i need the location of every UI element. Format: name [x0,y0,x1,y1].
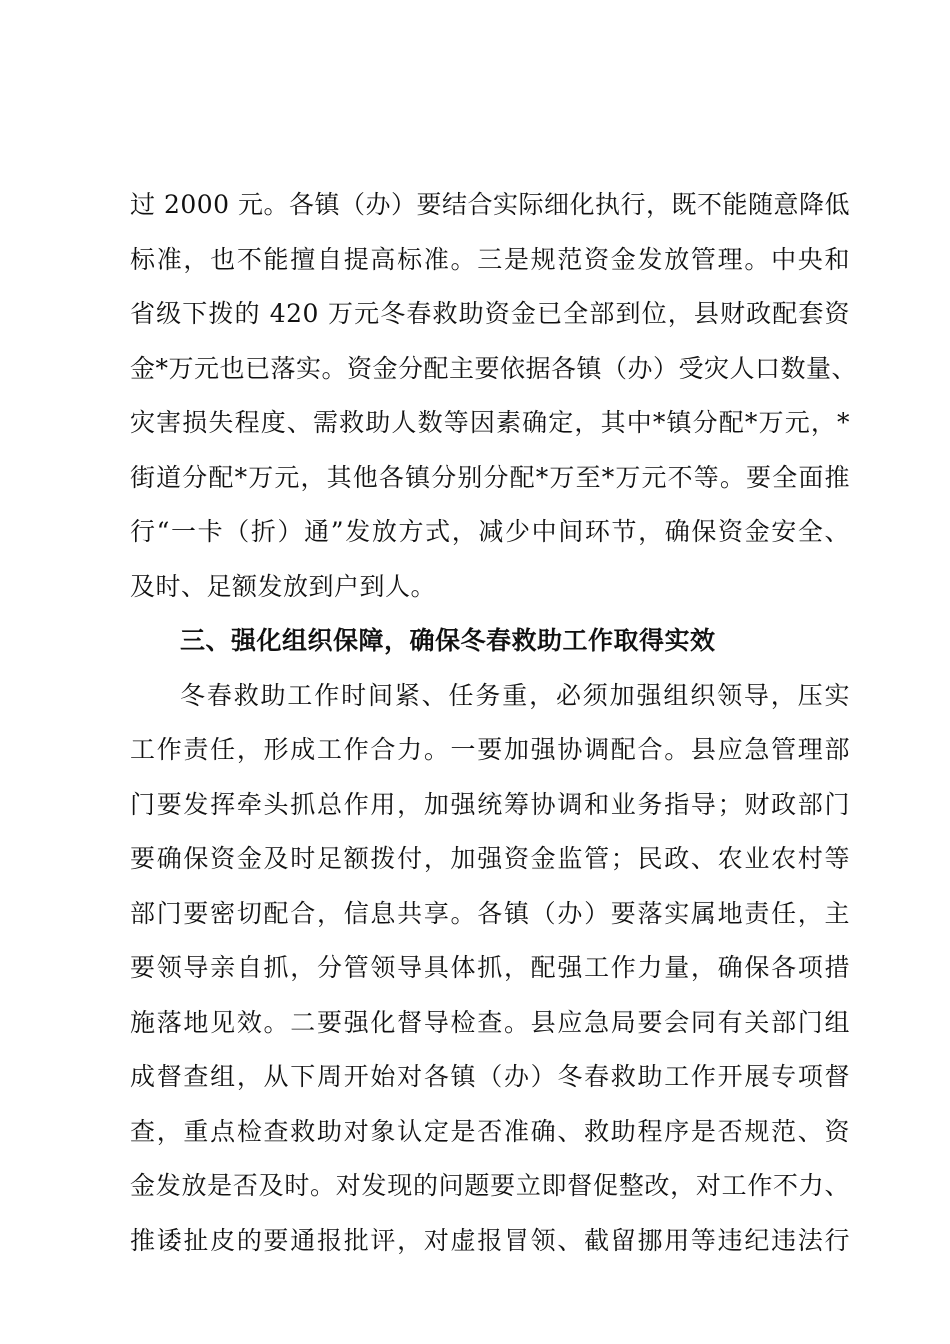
text-line: 要领导亲自抓，分管领导具体抓，配强工作力量，确保各项措 [130,953,850,982]
text-line: 金*万元也已落实。资金分配主要依据各镇（办）受灾人口数量、 [130,353,858,383]
text-line: 省级下拨的 420 万元冬春救助资金已全部到位，县财政配套资 [130,299,850,328]
text-line: 灾害损失程度、需救助人数等因素确定，其中*镇分配*万元，* [130,408,850,437]
text-line: 查，重点检查救助对象认定是否准确、救助程序是否规范、资 [130,1116,850,1146]
section-heading: 三、强化组织保障，确保冬春救助工作取得实效 [180,626,716,655]
text-line: 要确保资金及时足额拨付，加强资金监管；民政、农业农村等 [130,844,850,873]
text-line: 施落地见效。二要强化督导检查。县应急局要会同有关部门组 [130,1007,850,1037]
text-line: 工作责任，形成工作合力。一要加强协调配合。县应急管理部 [130,735,850,764]
text-line: 冬春救助工作时间紧、任务重，必须加强组织领导，压实 [180,680,850,710]
text-line: 标准，也不能擅自提高标准。三是规范资金发放管理。中央和 [130,244,850,274]
text-line: 过 2000 元。各镇（办）要结合实际细化执行，既不能随意降低 [130,190,851,219]
text-line: 金发放是否及时。对发现的问题要立即督促整改，对工作不力、 [130,1171,850,1200]
text-line: 推诿扯皮的要通报批评，对虚报冒领、截留挪用等违纪违法行 [130,1225,850,1255]
text-line: 街道分配*万元，其他各镇分别分配*万至*万元不等。要全面推 [130,462,850,492]
text-line: 成督查组，从下周开始对各镇（办）冬春救助工作开展专项督 [130,1062,850,1091]
text-line: 部门要密切配合，信息共享。各镇（办）要落实属地责任，主 [130,898,850,928]
text-line: 行“一卡（折）通”发放方式，减少中间环节，确保资金安全、 [130,517,850,546]
document-page [130,178,858,1268]
text-line: 及时、足额发放到户到人。 [130,571,437,601]
text-line: 门要发挥牵头抓总作用，加强统筹协调和业务指导；财政部门 [130,789,850,819]
